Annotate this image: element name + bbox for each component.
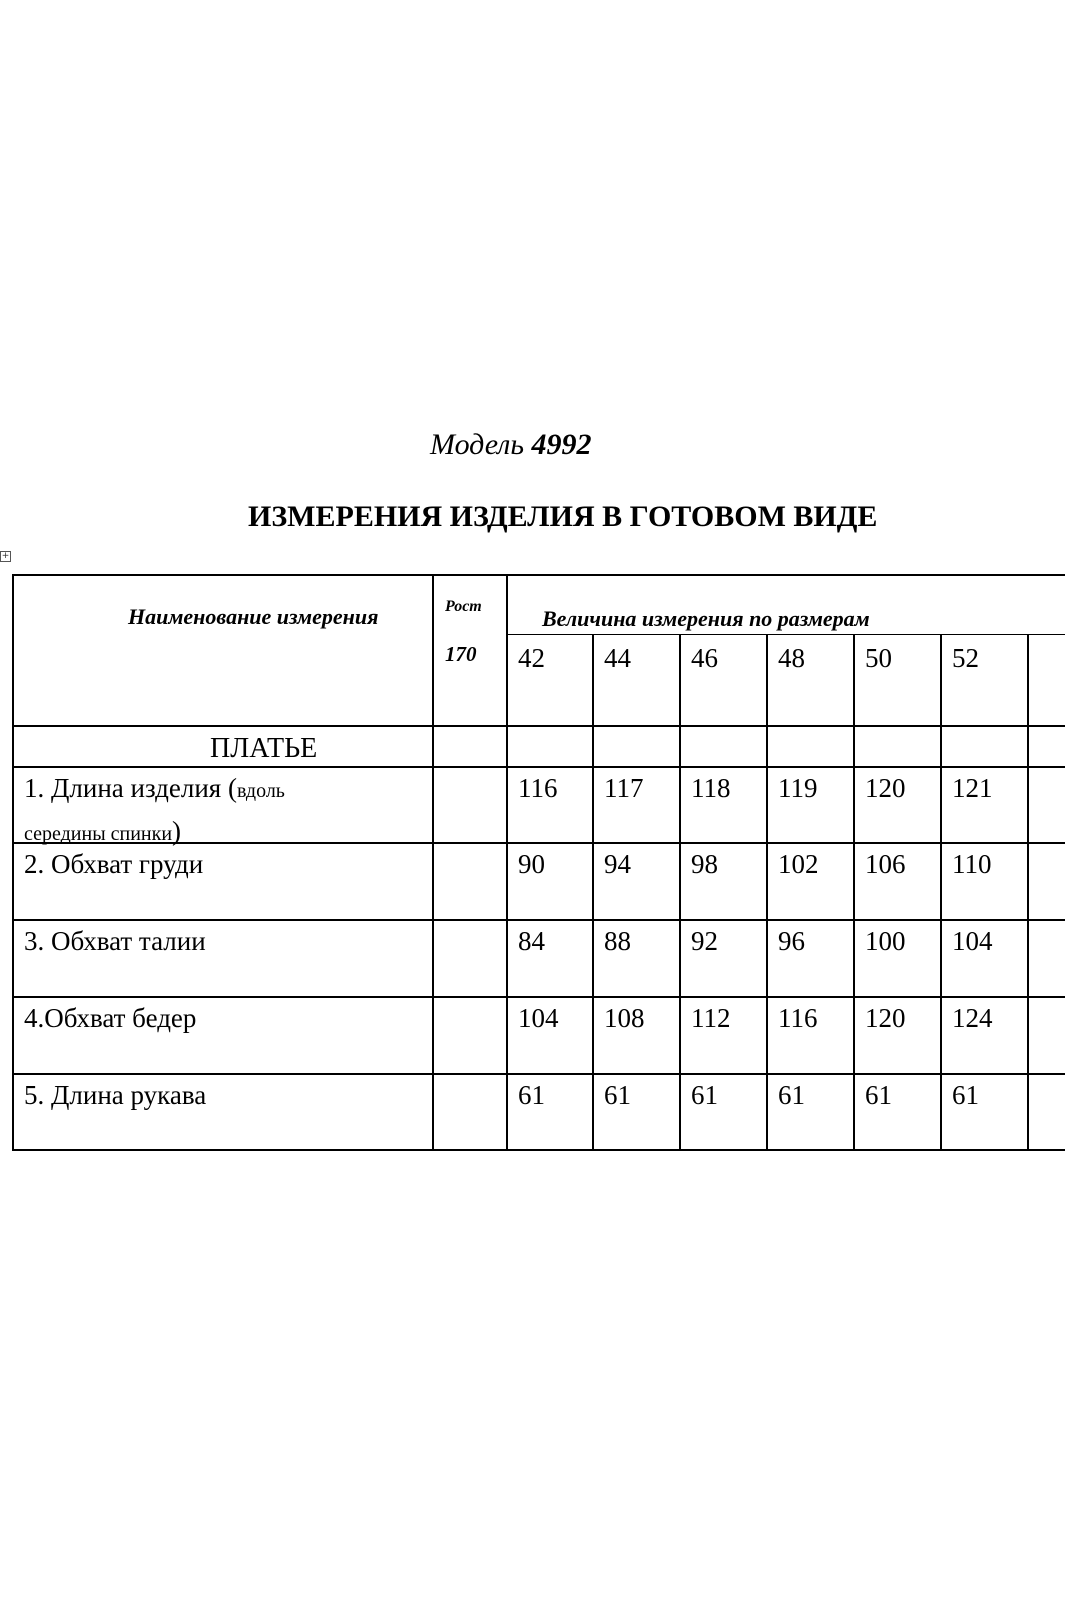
table-cell: 118: [691, 773, 731, 803]
row-label-note: вдоль: [236, 780, 285, 802]
header-height-label: Рост: [445, 598, 482, 615]
table-cell: 119: [778, 773, 818, 803]
row-label-continued: [24, 816, 181, 847]
table-col-divider-cut: [1027, 634, 1029, 1151]
table-cell: 124: [952, 1003, 993, 1033]
table-cell: 102: [778, 849, 819, 879]
table-divider-section: [12, 766, 1065, 768]
table-border-top: [12, 574, 1065, 576]
table-cell: 106: [865, 849, 906, 879]
table-cell: 116: [778, 1003, 818, 1033]
table-cell: 61: [691, 1080, 718, 1110]
row-label: 2. Обхват груди: [24, 849, 204, 879]
table-cell: 117: [604, 773, 644, 803]
header-height-value: 170: [445, 642, 477, 666]
table-cell: 61: [778, 1080, 805, 1110]
table-border-bottom: [12, 1149, 1065, 1151]
table-cell: 92: [691, 926, 718, 956]
table-cell: 88: [604, 926, 631, 956]
table-cell: 96: [778, 926, 805, 956]
table-cell: 108: [604, 1003, 645, 1033]
row-label: [24, 773, 285, 804]
table-cell: 98: [691, 849, 718, 879]
table-cell: 120: [865, 1003, 906, 1033]
table-cell: 61: [518, 1080, 545, 1110]
table-divider-row-3: [12, 996, 1065, 998]
row-label-main: 1. Длина изделия (: [24, 773, 237, 803]
table-col-divider-size-48: [766, 634, 768, 1151]
section-label: ПЛАТЬЕ: [210, 733, 318, 764]
size-header-46: 46: [691, 643, 718, 673]
row-label: 3. Обхват талии: [24, 926, 206, 956]
table-border-left: [12, 574, 14, 1151]
size-header-42: 42: [518, 643, 545, 673]
table-cell: 104: [952, 926, 993, 956]
model-prefix: Модель: [430, 428, 525, 461]
table-cell: 90: [518, 849, 545, 879]
table-cell: 112: [691, 1003, 731, 1033]
header-measurement-name: Наименование измерения: [128, 604, 379, 629]
table-divider-row-4: [12, 1073, 1065, 1075]
table-cell: 116: [518, 773, 558, 803]
table-divider-header-bottom: [12, 725, 1065, 727]
table-col-divider-size-52: [940, 634, 942, 1151]
table-divider-row-2: [12, 919, 1065, 921]
size-header-48: 48: [778, 643, 805, 673]
header-sizes-label: Величина измерения по размерам: [542, 606, 870, 631]
document-title: ИЗМЕРЕНИЯ ИЗДЕЛИЯ В ГОТОВОМ ВИДЕ: [248, 500, 878, 533]
row-label: 5. Длина рукава: [24, 1080, 207, 1110]
table-col-divider-size-46: [679, 634, 681, 1151]
table-cell: 61: [952, 1080, 979, 1110]
table-cell: 94: [604, 849, 631, 879]
table-col-divider-size-50: [853, 634, 855, 1151]
size-header-52: 52: [952, 643, 979, 673]
row-label: 4.Обхват бедер: [24, 1003, 197, 1033]
table-cell: 110: [952, 849, 992, 879]
model-number: 4992: [531, 428, 592, 461]
row-label-note-close: ): [172, 816, 182, 846]
size-header-44: 44: [604, 643, 631, 673]
table-col-divider-height: [506, 574, 508, 1151]
table-cell: 100: [865, 926, 906, 956]
table-cell: 61: [865, 1080, 892, 1110]
table-col-divider-name: [432, 574, 434, 1151]
table-cell: 120: [865, 773, 906, 803]
size-header-50: 50: [865, 643, 892, 673]
model-caption: [430, 428, 592, 462]
table-col-divider-size-44: [592, 634, 594, 1151]
table-cell: 61: [604, 1080, 631, 1110]
table-cell: 121: [952, 773, 993, 803]
row-label-note-continued: середины спинки: [24, 823, 173, 845]
table-cell: 84: [518, 926, 545, 956]
table-cell: 104: [518, 1003, 559, 1033]
move-handle-icon[interactable]: +: [1, 551, 10, 561]
table-divider-sizes-header: [507, 634, 1065, 635]
